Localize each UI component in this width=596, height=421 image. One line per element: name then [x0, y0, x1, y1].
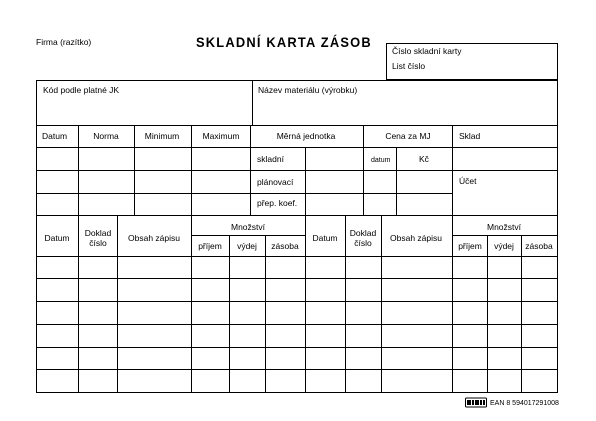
doc-header-line2: číslo: [89, 238, 107, 248]
quantity-header: Množství: [230, 222, 266, 232]
grid-line: [36, 301, 558, 302]
receipt-header: příjem: [198, 241, 222, 251]
company-stamp-label: Firma (razítko): [36, 37, 92, 47]
grid-line: [78, 125, 79, 215]
price-header: Cena za MJ: [385, 131, 431, 141]
sheet-number-label: List číslo: [392, 61, 426, 71]
grid-line: [452, 125, 453, 215]
grid-line: [78, 215, 79, 392]
doc-header-line2-right: číslo: [354, 238, 372, 248]
grid-line: [191, 215, 192, 392]
norm-header: Norma: [93, 131, 119, 141]
content-header-right: Obsah zápisu: [390, 233, 442, 243]
grid-line: [265, 235, 266, 392]
unit-header: Měrná jednotka: [276, 131, 336, 141]
grid-line: [252, 80, 253, 126]
stock-header-right: zásoba: [525, 241, 553, 251]
grid-line: [36, 324, 558, 325]
grid-line: [363, 125, 364, 215]
grid-line: [521, 235, 522, 392]
grid-line: [36, 125, 558, 126]
grid-line: [487, 235, 488, 392]
stock-unit-label: skladní: [257, 154, 284, 164]
grid-line: [452, 170, 557, 171]
receipt-header-right: příjem: [458, 241, 482, 251]
issue-header-right: výdej: [494, 241, 514, 251]
grid-line: [305, 147, 306, 215]
issue-header: výdej: [237, 241, 257, 251]
doc-header-line1: Doklad: [84, 228, 112, 238]
code-label: Kód podle platné JK: [43, 85, 120, 95]
grid-line: [36, 347, 558, 348]
grid-line: [36, 278, 558, 279]
grid-line: [36, 80, 558, 81]
grid-line: [191, 125, 192, 215]
grid-line: [191, 235, 305, 236]
grid-line: [134, 125, 135, 215]
warehouse-header: Sklad: [459, 131, 481, 141]
grid-line: [305, 215, 306, 392]
quantity-header-right: Množství: [486, 222, 522, 232]
movement-date-header: Datum: [44, 233, 70, 243]
grid-line: [250, 125, 251, 215]
minimum-header: Minimum: [144, 131, 180, 141]
material-name-label: Název materiálu (výrobku): [258, 85, 358, 95]
grid-line: [36, 392, 558, 393]
grid-line: [396, 147, 397, 215]
doc-header-line1-right: Doklad: [349, 228, 377, 238]
grid-line: [381, 215, 382, 392]
form-title: SKLADNÍ KARTA ZÁSOB: [196, 34, 372, 50]
params-date-header: Datum: [42, 131, 68, 141]
grid-line: [117, 215, 118, 392]
grid-line: [36, 369, 558, 370]
planning-unit-label: plánovací: [257, 177, 294, 187]
movement-date-header-right: Datum: [312, 233, 338, 243]
ean-code: EAN 8 594017291008: [490, 400, 559, 407]
conversion-label: přep. koef.: [257, 198, 298, 208]
grid-line: [36, 215, 558, 216]
stock-header: zásoba: [271, 241, 299, 251]
grid-line: [36, 256, 558, 257]
grid-line: [452, 215, 453, 392]
grid-line: [452, 235, 557, 236]
publisher-logo-icon: [465, 397, 487, 408]
currency-label: Kč: [419, 154, 429, 164]
content-header: Obsah zápisu: [128, 233, 180, 243]
grid-line: [36, 193, 452, 194]
grid-line: [345, 215, 346, 392]
grid-line: [36, 147, 558, 148]
grid-line: [229, 235, 230, 392]
card-number-label: Číslo skladní karty: [392, 46, 462, 56]
grid-line: [36, 170, 452, 171]
price-date-label: datum: [371, 157, 391, 164]
account-label: Účet: [459, 176, 477, 186]
maximum-header: Maximum: [202, 131, 240, 141]
